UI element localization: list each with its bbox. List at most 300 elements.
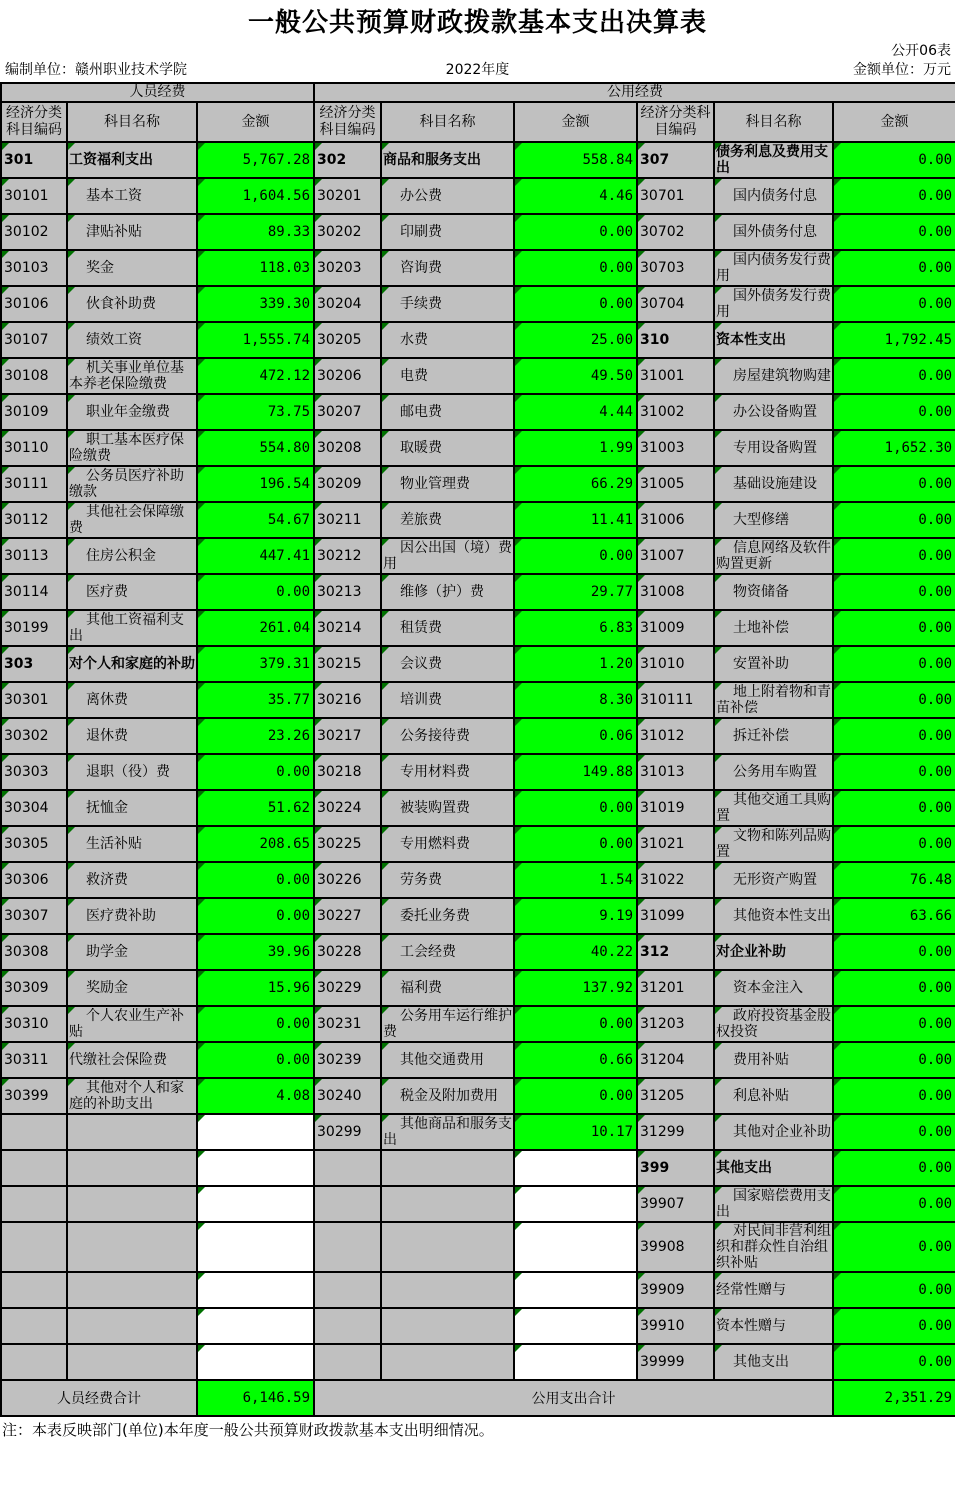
table-row	[1, 214, 955, 250]
error-indicator-icon	[2, 323, 9, 330]
meta-line	[0, 60, 955, 82]
cell-amount: 1.99	[514, 430, 637, 466]
cell-name: 无形资产购置	[714, 862, 833, 898]
error-indicator-icon	[315, 287, 322, 294]
error-indicator-icon	[68, 575, 75, 582]
cell-name: 咨询费	[381, 250, 514, 286]
error-indicator-icon	[834, 1079, 841, 1086]
error-indicator-icon	[715, 1187, 722, 1194]
error-indicator-icon	[638, 323, 645, 330]
cell-code	[1, 1222, 67, 1272]
cell-code	[314, 1222, 381, 1272]
error-indicator-icon	[2, 431, 9, 438]
error-indicator-icon	[515, 1007, 522, 1014]
cell-name: 物资储备	[714, 574, 833, 610]
error-indicator-icon	[315, 143, 322, 150]
error-indicator-icon	[515, 539, 522, 546]
table-row	[1, 538, 955, 574]
cell-amount: 1.54	[514, 862, 637, 898]
cell-name: 大型修缮	[714, 502, 833, 538]
cell-code: 30302	[1, 718, 67, 754]
error-indicator-icon	[638, 827, 645, 834]
cell-amount: 10.17	[514, 1114, 637, 1150]
error-indicator-icon	[198, 899, 205, 906]
cell-code: 30226	[314, 862, 381, 898]
cell-amount: 76.48	[833, 862, 955, 898]
cell-amount: 15.96	[197, 970, 314, 1006]
cell-name: 对民间非营利组织和群众性自治组织补贴	[716, 1223, 832, 1271]
cell-name: 物业管理费	[381, 466, 514, 502]
error-indicator-icon	[834, 683, 841, 690]
cell-name: 税金及附加费用	[381, 1078, 514, 1114]
cell-amount: 9.19	[514, 898, 637, 934]
cell-code	[1, 1150, 67, 1186]
error-indicator-icon	[834, 1345, 841, 1352]
error-indicator-icon	[638, 1115, 645, 1122]
cell-name: 其他商品和服务支出	[383, 1116, 513, 1148]
error-indicator-icon	[834, 1007, 841, 1014]
cell-name: 个人农业生产补贴	[67, 1006, 197, 1042]
error-indicator-icon	[715, 899, 722, 906]
cell-name: 印刷费	[381, 214, 514, 250]
error-indicator-icon	[315, 683, 322, 690]
error-indicator-icon	[2, 683, 9, 690]
cell-amount: 118.03	[197, 250, 314, 286]
cell-code: 30101	[1, 178, 67, 214]
error-indicator-icon	[515, 179, 522, 186]
cell-name	[67, 1114, 197, 1150]
error-indicator-icon	[2, 143, 9, 150]
col-header-name-2: 科目名称	[381, 102, 514, 142]
error-indicator-icon	[315, 719, 322, 726]
error-indicator-icon	[382, 503, 389, 510]
error-indicator-icon	[68, 611, 75, 618]
cell-name: 国外债务发行费用	[716, 288, 832, 320]
cell-code: 30110	[1, 430, 67, 466]
cell-name: 租赁费	[381, 610, 514, 646]
cell-amount: 54.67	[197, 502, 314, 538]
cell-amount: 0.00	[514, 790, 637, 826]
error-indicator-icon	[715, 287, 722, 294]
cell-name: 资本金注入	[714, 970, 833, 1006]
cell-name: 利息补贴	[714, 1078, 833, 1114]
error-indicator-icon	[638, 971, 645, 978]
cell-name	[67, 1308, 197, 1344]
error-indicator-icon	[198, 503, 205, 510]
cell-code: 31021	[637, 826, 714, 862]
error-indicator-icon	[198, 575, 205, 582]
cell-code: 30301	[1, 682, 67, 718]
cell-name: 土地补偿	[714, 610, 833, 646]
error-indicator-icon	[834, 503, 841, 510]
cell-name: 拆迁补偿	[714, 718, 833, 754]
cell-name: 退休费	[67, 718, 197, 754]
table-row	[1, 610, 955, 646]
error-indicator-icon	[198, 287, 205, 294]
error-indicator-icon	[382, 539, 389, 546]
error-indicator-icon	[68, 1007, 75, 1014]
col-header-code-3: 经济分类科目编码	[637, 102, 714, 142]
cell-name: 因公出国（境）费用	[383, 540, 513, 572]
error-indicator-icon	[834, 971, 841, 978]
error-indicator-icon	[68, 503, 75, 510]
error-indicator-icon	[382, 647, 389, 654]
error-indicator-icon	[834, 1187, 841, 1194]
error-indicator-icon	[382, 611, 389, 618]
cell-code	[1, 1344, 67, 1380]
cell-amount: 0.00	[833, 286, 955, 322]
table-row	[1, 898, 955, 934]
error-indicator-icon	[68, 791, 75, 798]
error-indicator-icon	[715, 971, 722, 978]
error-indicator-icon	[834, 431, 841, 438]
error-indicator-icon	[2, 539, 9, 546]
cell-code: 30108	[1, 358, 67, 394]
error-indicator-icon	[382, 431, 389, 438]
cell-amount	[514, 1222, 637, 1272]
error-indicator-icon	[515, 935, 522, 942]
error-indicator-icon	[515, 1151, 522, 1158]
cell-amount: 1.20	[514, 646, 637, 682]
cell-amount: 0.00	[514, 214, 637, 250]
cell-name: 专用设备购置	[714, 430, 833, 466]
cell-code: 30208	[314, 430, 381, 466]
cell-amount: 0.00	[833, 1344, 955, 1380]
error-indicator-icon	[515, 395, 522, 402]
cell-code	[314, 1150, 381, 1186]
error-indicator-icon	[715, 1223, 722, 1230]
col-header-name-3: 科目名称	[714, 102, 833, 142]
error-indicator-icon	[715, 539, 722, 546]
error-indicator-icon	[315, 395, 322, 402]
error-indicator-icon	[198, 863, 205, 870]
cell-amount: 8.30	[514, 682, 637, 718]
cell-amount: 0.00	[833, 718, 955, 754]
error-indicator-icon	[2, 1079, 9, 1086]
cell-amount: 0.06	[514, 718, 637, 754]
error-indicator-icon	[515, 899, 522, 906]
cell-code	[314, 1186, 381, 1222]
error-indicator-icon	[68, 683, 75, 690]
error-indicator-icon	[2, 827, 9, 834]
error-indicator-icon	[834, 1273, 841, 1280]
cell-amount: 73.75	[197, 394, 314, 430]
cell-code: 31201	[637, 970, 714, 1006]
group-header-personnel: 人员经费	[1, 83, 314, 102]
error-indicator-icon	[198, 611, 205, 618]
cell-code: 30299	[314, 1114, 381, 1150]
cell-amount: 196.54	[197, 466, 314, 502]
error-indicator-icon	[198, 467, 205, 474]
error-indicator-icon	[382, 719, 389, 726]
error-indicator-icon	[515, 1345, 522, 1352]
error-indicator-icon	[515, 215, 522, 222]
cell-name	[381, 1272, 514, 1308]
error-indicator-icon	[515, 1273, 522, 1280]
error-indicator-icon	[515, 791, 522, 798]
error-indicator-icon	[198, 215, 205, 222]
error-indicator-icon	[382, 143, 389, 150]
cell-name: 医疗费补助	[67, 898, 197, 934]
error-indicator-icon	[198, 647, 205, 654]
table-row	[1, 682, 955, 718]
cell-name: 工会经费	[381, 934, 514, 970]
cell-code: 30199	[1, 610, 67, 646]
expense-table	[0, 82, 955, 1417]
error-indicator-icon	[638, 395, 645, 402]
cell-code: 31009	[637, 610, 714, 646]
error-indicator-icon	[834, 899, 841, 906]
error-indicator-icon	[834, 1151, 841, 1158]
error-indicator-icon	[198, 791, 205, 798]
cell-code: 30240	[314, 1078, 381, 1114]
error-indicator-icon	[198, 1007, 205, 1014]
error-indicator-icon	[315, 575, 322, 582]
error-indicator-icon	[198, 179, 205, 186]
cell-name: 维修（护）费	[381, 574, 514, 610]
cell-code	[1, 1186, 67, 1222]
cell-amount: 0.00	[833, 1308, 955, 1344]
error-indicator-icon	[834, 719, 841, 726]
cell-name: 其他对个人和家庭的补助支出	[67, 1078, 197, 1114]
cell-code: 30209	[314, 466, 381, 502]
error-indicator-icon	[315, 251, 322, 258]
cell-name: 奖金	[67, 250, 197, 286]
error-indicator-icon	[198, 1079, 205, 1086]
cell-amount: 0.00	[514, 1006, 637, 1042]
cell-amount: 0.00	[197, 754, 314, 790]
error-indicator-icon	[715, 863, 722, 870]
error-indicator-icon	[715, 251, 722, 258]
error-indicator-icon	[382, 827, 389, 834]
personnel-total-value: 6,146.59	[197, 1380, 314, 1416]
error-indicator-icon	[68, 359, 75, 366]
cell-name	[381, 1308, 514, 1344]
error-indicator-icon	[834, 755, 841, 762]
cell-amount: 0.00	[833, 1114, 955, 1150]
error-indicator-icon	[68, 1079, 75, 1086]
cell-name: 委托业务费	[381, 898, 514, 934]
cell-name: 电费	[381, 358, 514, 394]
error-indicator-icon	[382, 971, 389, 978]
cell-code	[314, 1272, 381, 1308]
cell-amount: 89.33	[197, 214, 314, 250]
error-indicator-icon	[315, 755, 322, 762]
col-header-name-1: 科目名称	[67, 102, 197, 142]
error-indicator-icon	[715, 395, 722, 402]
cell-amount	[197, 1186, 314, 1222]
cell-amount: 0.00	[197, 1042, 314, 1078]
error-indicator-icon	[638, 755, 645, 762]
cell-amount: 0.00	[833, 970, 955, 1006]
cell-amount: 379.31	[197, 646, 314, 682]
error-indicator-icon	[638, 539, 645, 546]
col-header-code-2: 经济分类科目编码	[314, 102, 381, 142]
cell-name: 房屋建筑物购建	[714, 358, 833, 394]
error-indicator-icon	[2, 359, 9, 366]
cell-amount: 339.30	[197, 286, 314, 322]
error-indicator-icon	[638, 1309, 645, 1316]
cell-name: 经常性赠与	[714, 1272, 833, 1308]
error-indicator-icon	[68, 323, 75, 330]
cell-code: 30211	[314, 502, 381, 538]
table-body	[1, 142, 955, 1380]
cell-code: 30307	[1, 898, 67, 934]
cell-code: 31205	[637, 1078, 714, 1114]
cell-amount: 261.04	[197, 610, 314, 646]
error-indicator-icon	[2, 791, 9, 798]
cell-amount: 137.92	[514, 970, 637, 1006]
cell-name: 办公费	[381, 178, 514, 214]
error-indicator-icon	[715, 143, 722, 150]
cell-amount: 0.66	[514, 1042, 637, 1078]
column-header-row	[1, 102, 955, 142]
cell-name: 取暖费	[381, 430, 514, 466]
error-indicator-icon	[515, 1115, 522, 1122]
cell-name: 公务接待费	[381, 718, 514, 754]
public-total-label: 公用支出合计	[314, 1380, 833, 1416]
cell-name: 国内债务发行费用	[716, 252, 832, 284]
cell-amount: 0.00	[197, 1006, 314, 1042]
table-row	[1, 826, 955, 862]
error-indicator-icon	[515, 1079, 522, 1086]
error-indicator-icon	[315, 323, 322, 330]
cell-code: 31099	[637, 898, 714, 934]
cell-amount	[197, 1114, 314, 1150]
error-indicator-icon	[834, 215, 841, 222]
cell-code: 30103	[1, 250, 67, 286]
error-indicator-icon	[198, 1115, 205, 1122]
error-indicator-icon	[638, 467, 645, 474]
error-indicator-icon	[715, 1345, 722, 1352]
error-indicator-icon	[382, 935, 389, 942]
error-indicator-icon	[834, 179, 841, 186]
cell-amount: 39.96	[197, 934, 314, 970]
cell-name: 基本工资	[67, 178, 197, 214]
error-indicator-icon	[834, 935, 841, 942]
table-row	[1, 1006, 955, 1042]
table-row	[1, 250, 955, 286]
cell-code	[1, 1114, 67, 1150]
cell-name: 其他工资福利支出	[67, 610, 197, 646]
error-indicator-icon	[315, 431, 322, 438]
cell-code: 30203	[314, 250, 381, 286]
error-indicator-icon	[2, 251, 9, 258]
cell-amount: 0.00	[514, 538, 637, 574]
error-indicator-icon	[315, 1043, 322, 1050]
cell-amount: 29.77	[514, 574, 637, 610]
error-indicator-icon	[2, 611, 9, 618]
cell-code: 30216	[314, 682, 381, 718]
cell-code: 30106	[1, 286, 67, 322]
error-indicator-icon	[315, 1115, 322, 1122]
cell-code: 30205	[314, 322, 381, 358]
cell-amount: 4.44	[514, 394, 637, 430]
error-indicator-icon	[315, 647, 322, 654]
error-indicator-icon	[198, 251, 205, 258]
cell-amount: 23.26	[197, 718, 314, 754]
error-indicator-icon	[638, 1273, 645, 1280]
cell-code: 30206	[314, 358, 381, 394]
error-indicator-icon	[515, 647, 522, 654]
cell-code: 39999	[637, 1344, 714, 1380]
error-indicator-icon	[382, 251, 389, 258]
cell-name	[381, 1222, 514, 1272]
cell-name	[381, 1186, 514, 1222]
cell-name	[381, 1150, 514, 1186]
error-indicator-icon	[382, 755, 389, 762]
cell-name	[67, 1186, 197, 1222]
cell-name: 培训费	[381, 682, 514, 718]
cell-amount: 0.00	[514, 250, 637, 286]
org-label: 编制单位：赣州职业技术学院	[5, 62, 187, 78]
error-indicator-icon	[198, 431, 205, 438]
error-indicator-icon	[638, 611, 645, 618]
cell-name: 其他交通费用	[381, 1042, 514, 1078]
error-indicator-icon	[315, 467, 322, 474]
cell-name: 公务用车购置	[714, 754, 833, 790]
error-indicator-icon	[315, 1007, 322, 1014]
error-indicator-icon	[715, 467, 722, 474]
error-indicator-icon	[515, 431, 522, 438]
error-indicator-icon	[638, 143, 645, 150]
error-indicator-icon	[515, 575, 522, 582]
cell-code: 30703	[637, 250, 714, 286]
cell-code: 310	[637, 322, 714, 358]
cell-code: 307	[637, 142, 714, 178]
error-indicator-icon	[638, 791, 645, 798]
error-indicator-icon	[68, 863, 75, 870]
cell-name: 差旅费	[381, 502, 514, 538]
cell-amount: 0.00	[833, 574, 955, 610]
cell-code: 30114	[1, 574, 67, 610]
error-indicator-icon	[198, 1187, 205, 1194]
cell-amount: 11.41	[514, 502, 637, 538]
cell-amount: 0.00	[833, 1186, 955, 1222]
cell-code: 30225	[314, 826, 381, 862]
cell-amount: 0.00	[833, 790, 955, 826]
error-indicator-icon	[198, 1309, 205, 1316]
error-indicator-icon	[2, 971, 9, 978]
error-indicator-icon	[2, 899, 9, 906]
error-indicator-icon	[834, 863, 841, 870]
table-row	[1, 430, 955, 466]
table-row	[1, 1114, 955, 1150]
error-indicator-icon	[515, 323, 522, 330]
error-indicator-icon	[715, 179, 722, 186]
cell-name: 债务利息及费用支出	[714, 142, 833, 178]
cell-name: 资本性赠与	[714, 1308, 833, 1344]
error-indicator-icon	[198, 1223, 205, 1230]
cell-name	[67, 1150, 197, 1186]
cell-code: 31005	[637, 466, 714, 502]
error-indicator-icon	[68, 395, 75, 402]
cell-name: 伙食补助费	[67, 286, 197, 322]
group-header-row	[1, 83, 955, 102]
error-indicator-icon	[68, 431, 75, 438]
cell-code: 31010	[637, 646, 714, 682]
error-indicator-icon	[638, 359, 645, 366]
error-indicator-icon	[638, 179, 645, 186]
cell-name	[67, 1222, 197, 1272]
cell-name: 专用材料费	[381, 754, 514, 790]
table-row	[1, 358, 955, 394]
cell-amount: 25.00	[514, 322, 637, 358]
cell-code: 31012	[637, 718, 714, 754]
cell-code: 301	[1, 142, 67, 178]
cell-name: 会议费	[381, 646, 514, 682]
error-indicator-icon	[68, 899, 75, 906]
